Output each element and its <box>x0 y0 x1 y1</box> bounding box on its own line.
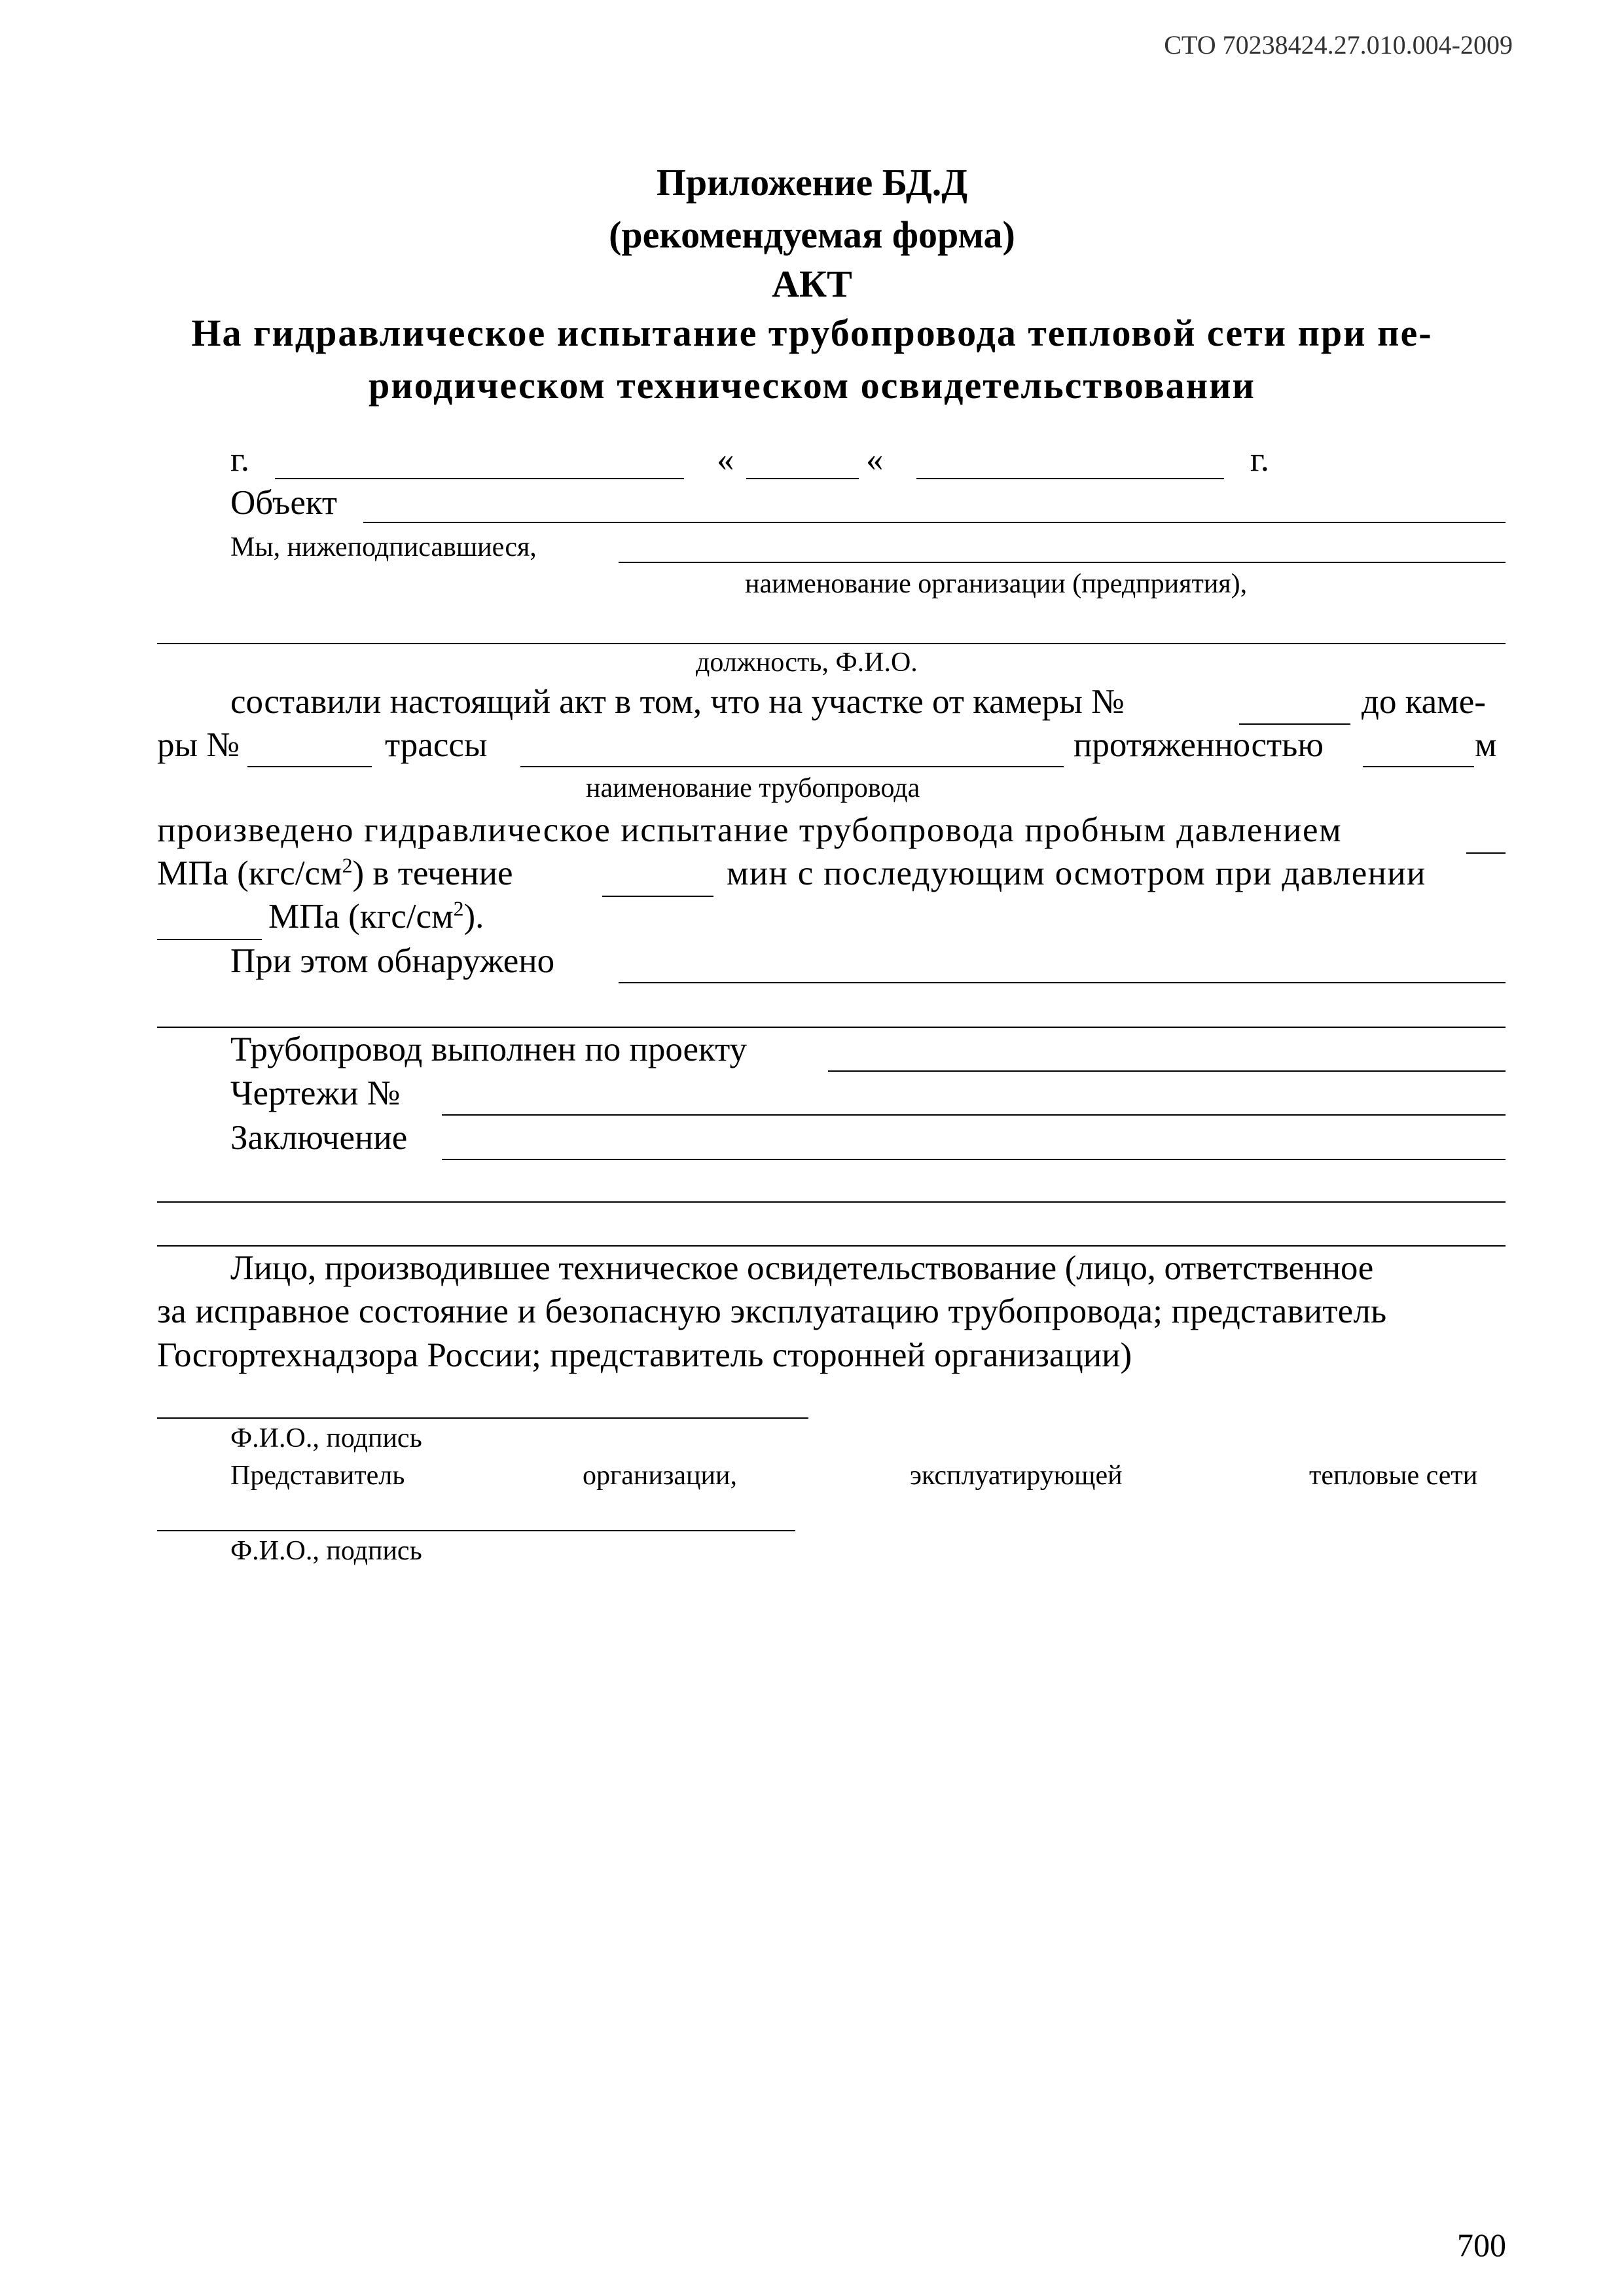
route-label: трассы <box>385 726 488 764</box>
conclusion-field-cont-2[interactable] <box>157 1245 1506 1247</box>
date-quote-close: « <box>866 441 884 479</box>
body-line-4-mpa: МПа $(кгс/см^2)$ в течение <box>157 854 513 892</box>
length-label: протяженностью <box>1074 726 1324 764</box>
pipeline-caption: наименование трубопровода <box>586 773 920 803</box>
test-pressure-field[interactable] <box>1466 852 1506 854</box>
city-field[interactable] <box>275 478 684 479</box>
drawings-field[interactable] <box>442 1114 1506 1116</box>
body-line-3: произведено гидравлическое испытание трубопровода пробным давлением <box>157 811 1343 849</box>
length-field[interactable] <box>1363 766 1474 767</box>
conclusion-field[interactable] <box>442 1159 1506 1160</box>
conclusion-field-cont-1[interactable] <box>157 1201 1506 1203</box>
person-line-3: Госгортехнадзора России; представитель сторонней организации) <box>157 1336 1132 1374</box>
signature-caption-1: Ф.И.О., подпись <box>230 1423 422 1453</box>
page-number: 700 <box>1457 2227 1506 2263</box>
standard-code: СТО 70238424.27.010.004-2009 <box>1164 30 1513 60</box>
duration-field[interactable] <box>602 896 713 897</box>
rep-word-4: тепловые сети <box>1309 1461 1478 1491</box>
signature-field-1[interactable] <box>157 1417 808 1419</box>
organization-field[interactable] <box>619 562 1506 563</box>
form-note: (рекомендуемая форма) <box>609 213 1015 256</box>
chamber-to-field[interactable] <box>247 766 372 767</box>
signature-caption-2: Ф.И.О., подпись <box>230 1536 422 1566</box>
year-suffix: г. <box>1250 441 1270 479</box>
body-line-2-start: ры № <box>157 726 240 764</box>
chamber-from-field[interactable] <box>1239 723 1350 725</box>
city-label: г. <box>230 441 250 479</box>
body-line-1-end: до каме- <box>1362 683 1486 721</box>
found-field-cont[interactable] <box>157 1027 1506 1028</box>
rep-word-1: Представитель <box>230 1461 405 1491</box>
act-subject-line-2: риодическом техническом освидетельствовании <box>369 364 1255 407</box>
pipeline-name-field[interactable] <box>520 766 1064 767</box>
conclusion-label: Заключение <box>230 1119 408 1157</box>
body-line-4-min: мин с последующим осмотром при давлении <box>727 854 1426 892</box>
inspection-pressure-field[interactable] <box>157 939 262 940</box>
found-label: При этом обнаружено <box>230 942 555 980</box>
object-field[interactable] <box>363 522 1506 523</box>
rep-word-2: организации, <box>583 1461 737 1491</box>
act-subject-line-1: На гидравлическое испытание трубопровода тепловой сети при пе- <box>191 312 1433 354</box>
body-line-5: МПа $(кгс/см^2)$. <box>268 897 484 936</box>
superscript-2b: 2 <box>453 897 464 920</box>
organization-caption: наименование организации (предприятия), <box>745 569 1248 599</box>
act-heading: АКТ <box>772 263 852 305</box>
date-quote-open: « <box>717 441 734 479</box>
body-line-1-text: составили настоящий акт в том, что на участке от камеры № <box>230 683 1125 721</box>
superscript-2: 2 <box>342 854 353 877</box>
day-field[interactable] <box>746 478 859 479</box>
rep-word-3: эксплуатирующей <box>910 1461 1123 1491</box>
person-line-2: за исправное состояние и безопасную эксплуатацию трубопровода; представитель <box>157 1292 1387 1330</box>
found-field[interactable] <box>619 982 1506 983</box>
we-undersigned-label: Мы, нижеподписавшиеся, <box>230 532 537 562</box>
project-label: Трубопровод выполнен по проекту <box>230 1030 748 1068</box>
meters-unit: м <box>1475 726 1497 764</box>
appendix-title: Приложение БД.Д <box>656 161 968 204</box>
position-name-field[interactable] <box>157 643 1506 644</box>
drawings-label: Чертежи № <box>230 1074 401 1112</box>
project-field[interactable] <box>828 1070 1506 1072</box>
position-caption: должность, Ф.И.О. <box>696 647 918 678</box>
object-label: Объект <box>230 484 338 522</box>
signature-field-2[interactable] <box>157 1530 795 1531</box>
month-year-field[interactable] <box>916 478 1224 479</box>
person-line-1: Лицо, производившее техническое освидетельствование (лицо, ответственное <box>230 1249 1373 1287</box>
